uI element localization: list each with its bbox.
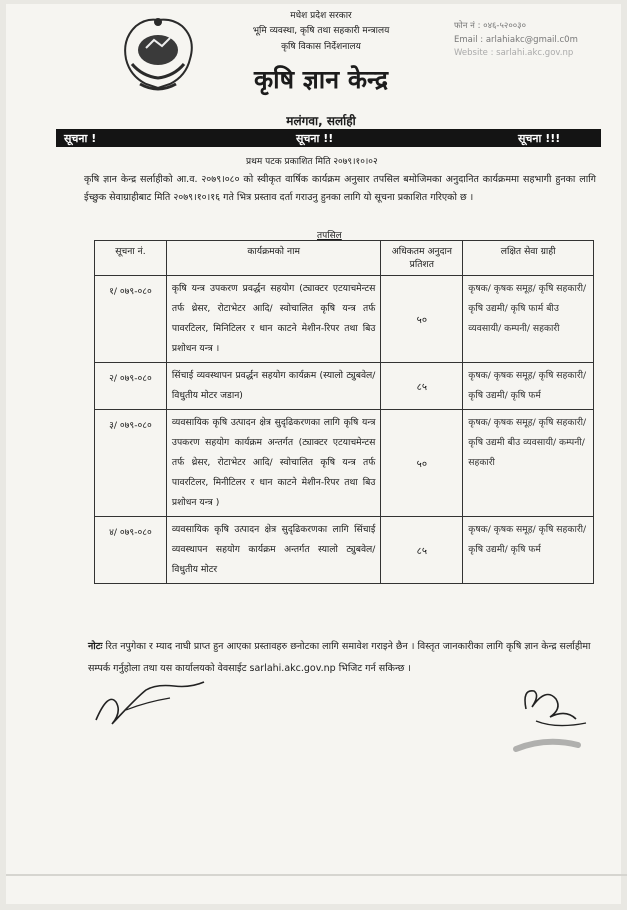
- beneficiary: कृषक/ कृषक समूह/ कृषि सहकारी/ कृषि उद्यमी/ कृषि फर्म: [463, 517, 594, 584]
- header-directorate: कृषि विकास निर्देशनालय: [281, 42, 361, 52]
- table-row: [95, 363, 594, 410]
- notice-label-2: सूचना !!: [296, 132, 334, 145]
- subsidy-percent: ५०: [381, 276, 463, 363]
- notice-bar: [56, 129, 601, 147]
- header-province: मधेश प्रदेश सरकार: [290, 11, 352, 21]
- table-row: [95, 410, 594, 517]
- intro-paragraph: कृषि ज्ञान केन्द्र सर्लाहीको आ.व. २०७९।०८० को स्वीकृत वार्षिक कार्यक्रम अनुसार तपसिल बमोजिमका अनुदानित कार्यक्रममा सहभागी हुनका लागि ईच्छुक सेवाग्राहीबाट मिति २०७९।१०।१६ गते भित्र प्रस्ताव दर्ता गराउनु हुनका लागि यो सूचना प्रकाशित गरिएको छ ।: [84, 174, 596, 203]
- note-text: रित नपुगेका र म्याद नाघी प्राप्त हुन आएका प्रस्तावहरु छनोटका लागि समावेश गराइने छैन । विस्तृत जानकारीका लागि कृषि ज्ञान केन्द्र सर्लाहीमा सम्पर्क गर्नुहोला तथा यस कार्यालयको वेवसाईट sarlahi.akc.gov.np भिजिट गर्न सकिन्छ ।: [88, 641, 591, 674]
- notice-no: ३/ ०७९-०८०: [95, 410, 167, 517]
- col-header-no: सूचना नं.: [95, 241, 167, 276]
- email-address: Email : arlahiakc@gmail.c0m: [454, 35, 578, 45]
- table-header-row: [95, 241, 594, 276]
- program-name: सिंचाई व्यवस्थापन प्रवर्द्धन सहयोग कार्यक्रम (स्यालो ट्युबवेल/ विधुतीय मोटर जडान): [166, 363, 380, 410]
- table-caption: तपसिल: [317, 231, 342, 241]
- paper-fold: [6, 874, 627, 876]
- phone-number: फोन नं : ०४६-५२००३०: [454, 21, 527, 31]
- notice-label-1: सूचना !: [64, 132, 97, 145]
- subsidy-percent: ८५: [381, 517, 463, 584]
- beneficiary: कृषक/ कृषक समूह/ कृषि सहकारी/ कृषि उद्यमी/ कृषि फार्म बीउ व्यवसायी/ कम्पनी/ सहकारी: [463, 276, 594, 363]
- table-row: [95, 276, 594, 363]
- notice-label-3: सूचना !!!: [518, 132, 561, 145]
- notice-no: १/ ०७९-०८०: [95, 276, 167, 363]
- notice-no: ४/ ०७९-०८०: [95, 517, 167, 584]
- col-header-percent: अधिकतम अनुदान प्रतिशत: [381, 241, 463, 276]
- subsidy-percent: ८५: [381, 363, 463, 410]
- program-name: व्यवसायिक कृषि उत्पादन क्षेत्र सुदृढिकरणका लागि कृषि यन्त्र उपकरण सहयोग कार्यक्रम अन्तर्गत (ट्याक्टर एटयाचमेन्टस तर्फ थ्रेसर, रोटाभेटर आदि/ स्वोचालित कृषि यन्त्र तर्फ पावरटिलर, मिनीटिलर र धान काटने मेशीन-रिपर तथा बिउ प्रशोधन यन्त्र ): [166, 410, 380, 517]
- program-name: व्यवसायिक कृषि उत्पादन क्षेत्र सुदृढिकरणका लागि सिंचाई व्यवस्थापन सहयोग कार्यक्रम अन्तर्गत स्यालो ट्युबवेल/ विधुतीय मोटर: [166, 517, 380, 584]
- notice-page: [6, 4, 621, 904]
- beneficiary: कृषक/ कृषक समूह/ कृषि सहकारी/ कृषि उद्यमी बीउ व्यवसायी/ कम्पनी/ सहकारी: [463, 410, 594, 517]
- program-table: [94, 240, 594, 584]
- government-emblem: [116, 14, 200, 94]
- signature-left: [86, 672, 216, 732]
- office-name: कृषि ज्ञान केन्द्र: [253, 65, 389, 94]
- col-header-beneficiary: लक्षित सेवा ग्राही: [463, 241, 594, 276]
- signature-right-with-stamp: [506, 679, 606, 759]
- program-name: कृषि यन्त्र उपकरण प्रवर्द्धन सहयोग (ट्याक्टर एटयाचमेन्टस तर्फ थ्रेसर, रोटाभेटर आदि/ स्वोचालित कृषि यन्त्र तर्फ पावरटिलर, मिनिटिलर र धान काटने मेशीन-रिपर तथा बिउ प्रशोधन यन्त्र ।: [166, 276, 380, 363]
- notice-no: २/ ०७९-०८०: [95, 363, 167, 410]
- note-label: नोटः: [88, 641, 103, 652]
- publication-date: प्रथम पटक प्रकाशित मिति २०७९।१०।०२: [246, 157, 378, 167]
- table-row: [95, 517, 594, 584]
- beneficiary: कृषक/ कृषक समूह/ कृषि सहकारी/ कृषि उद्यमी/ कृषि फर्म: [463, 363, 594, 410]
- subsidy-percent: ५०: [381, 410, 463, 517]
- header-ministry: भूमि व्यवस्था, कृषि तथा सहकारी मन्त्रालय: [252, 26, 390, 36]
- office-location: मलंगवा, सर्लाही: [286, 114, 356, 128]
- website-address: Website : sarlahi.akc.gov.np: [454, 48, 574, 58]
- col-header-program: कार्यक्रमको नाम: [166, 241, 380, 276]
